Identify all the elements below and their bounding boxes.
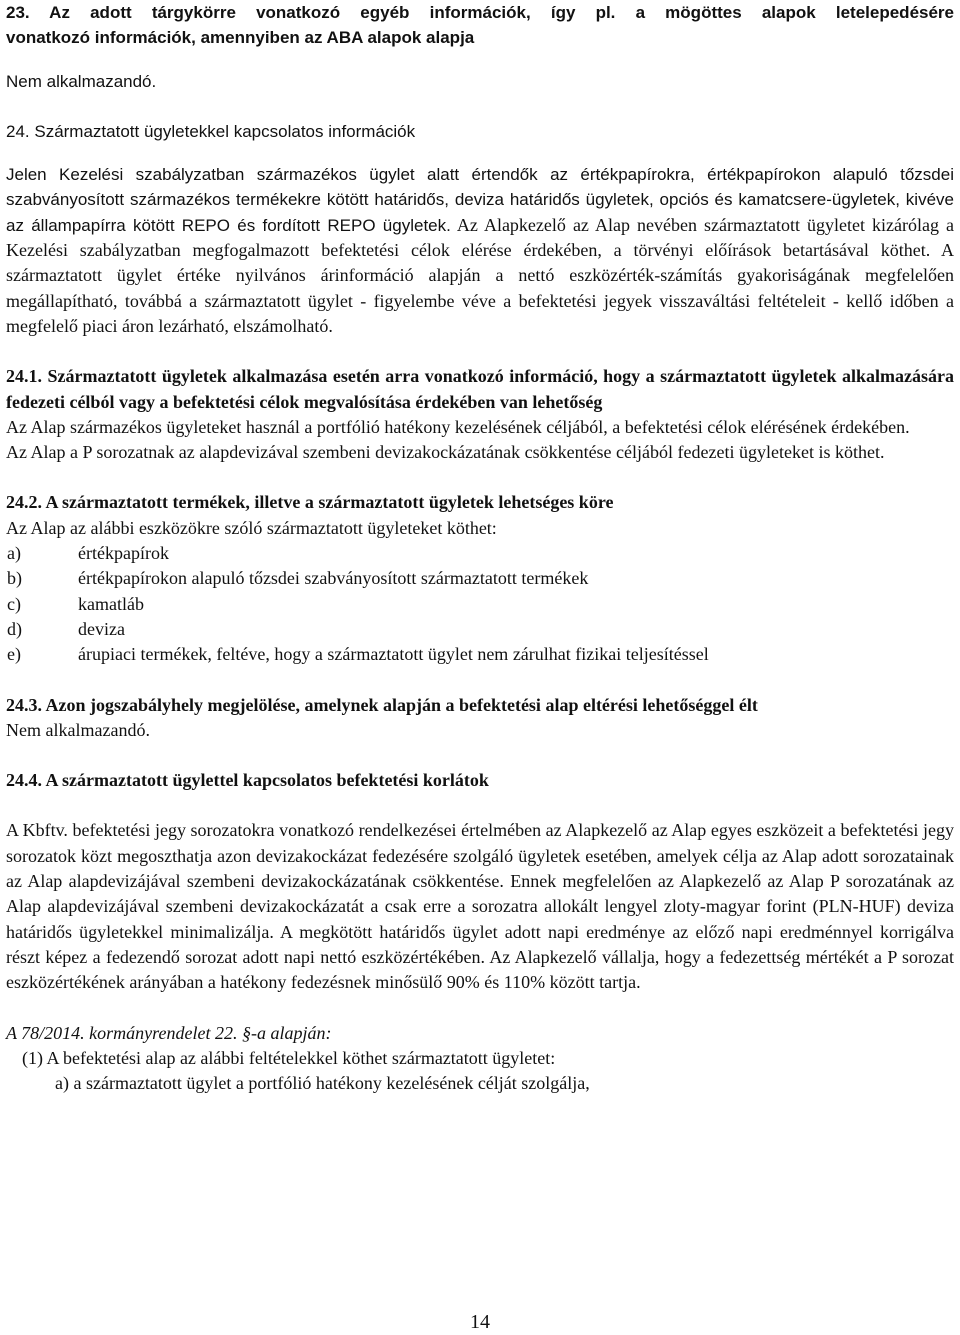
list-item xyxy=(6,541,954,566)
section-24-3-body: Nem alkalmazandó. xyxy=(6,719,150,740)
section-24-3-heading: 24.3. Azon jogszabályhely megjelölése, amelynek alapján a befektetési alap eltérési lehetőséggel élt xyxy=(6,694,758,715)
section-24-1-heading: 24.1. Származtatott ügyletek alkalmazása esetén arra vonatkozó információ, hogy a származtatott ügyletek alkalmazására fedezeti célból vagy a befektetési célok megvalósítása érdekében van lehetőség xyxy=(6,366,954,412)
section-24-paragraph-part-1: Jelen Kezelési szabályzatban származékos ügylet alatt értendők az értékpapírokra, értékpapírokon alapuló tőzsdei szabványosított származékos termékekre kötött határidős, deviza határidős ügyletek, opciós és kamatcsere-ügyletek, kivéve az állampapírra kötött REPO és fordított REPO ügyletek. xyxy=(6,165,954,235)
section-24-2-heading: 24.2. A származtatott termékek, illetve a származtatott ügyletek lehetséges köre xyxy=(6,492,614,513)
section-24-heading: 24. Származtatott ügyletekkel kapcsolatos információk xyxy=(6,121,416,141)
section-24-paragraph xyxy=(6,162,954,339)
section-24-4-paragraph: A Kbftv. befektetési jegy sorozatokra vonatkozó rendelkezései értelmében az Alapkezelő az Alap egyes eszközeit a befektetési jegy sorozatok közt megoszthatja azon devizakockázat fedezésére szolgáló ügyletek esetében, amelyek célja az Alap adott sorozatainak az Alap alapdevizájával szembeni devizakockázatának csökkentése. Ennek megfelelően az Alapkezelő az Alap P sorozatának az Alap alapdevizájával szembeni devizakockázatát a csak erre a sorozatra allokált lengyel zloty-magyar forint (PLN-HUF) deviza határidős ügyletekkel minimalizálja. A megkötött határidős ügylet adott napi eredménye az előző napi eredménnyel korrigálva részt képez a fedezendő sorozat adott napi nettó eszközértékében. Az Alapkezelő vállalja, hogy a fedezettség mértékét a P sorozat eszközértékének arányában a hatékony fedezésnek minősülő 90% és 110% között tartja. xyxy=(6,820,954,993)
list-item-text: deviza xyxy=(78,618,125,639)
section-23 xyxy=(6,0,954,162)
list-item xyxy=(6,617,954,642)
section-24-2 xyxy=(6,490,954,667)
regulation-reference: A 78/2014. kormányrendelet 22. §-a alapján: xyxy=(6,1022,332,1043)
section-24-paragraph-part-2: Az Alapkezelő az Alap nevében származtatott ügyletet kizárólag a Kezelési szabályzatban megfogalmazott befektetési célok elérése érdekében, a törvényi előírások betartásával köthet. A származtatott ügylet értéke nyilvános árinformáció alapján a nettó eszközérték-számítás gyakoriságának megfelelően megállapítható, továbbá a származtatott ügylet - figyelembe véve a befektetési jegyek visszaváltási feltételeit - kellő időben a megfelelő piaci áron lezárható, elszámolható. xyxy=(6,214,954,336)
list-item-marker: e) xyxy=(7,644,21,665)
section-23-heading-line-1: 23. Az adott tárgykörre vonatkozó egyéb információk, így pl. a mögöttes alapok letelepedésére xyxy=(6,3,954,22)
instrument-list xyxy=(6,541,954,667)
list-item-marker: d) xyxy=(7,618,22,639)
list-item xyxy=(6,566,954,591)
list-item-marker: c) xyxy=(7,593,21,614)
list-item-marker: b) xyxy=(7,568,22,589)
section-24-2-intro: Az Alap az alábbi eszközökre szóló származtatott ügyleteket köthet: xyxy=(6,517,497,538)
list-item-text: kamatláb xyxy=(78,593,144,614)
list-item xyxy=(6,642,954,667)
section-24-4 xyxy=(6,768,954,1096)
list-item-text: értékpapírok xyxy=(78,543,169,564)
regulation-clause-1: (1) A befektetési alap az alábbi feltételekkel köthet származtatott ügyletet: xyxy=(22,1047,556,1068)
section-24-3 xyxy=(6,693,954,744)
section-23-body: Nem alkalmazandó. xyxy=(6,71,157,91)
section-23-heading-line-2: vonatkozó információk, amennyiben az ABA alapok alapja xyxy=(6,28,475,48)
page-number: 14 xyxy=(470,1311,490,1333)
list-item-text: árupiaci termékek, feltéve, hogy a származtatott ügylet nem zárulhat fizikai teljesítéssel xyxy=(78,644,709,665)
list-item xyxy=(6,592,954,617)
document-page xyxy=(6,0,954,1096)
list-item-marker: a) xyxy=(7,543,21,564)
section-24-1-paragraph-2: Az Alap a P sorozatnak az alapdevizával szembeni devizakockázatának csökkentése céljából fedezeti ügyleteket is köthet. xyxy=(6,442,885,463)
section-24 xyxy=(6,162,954,339)
list-item-text: értékpapírokon alapuló tőzsdei szabványosított származtatott termékek xyxy=(78,568,589,589)
section-24-4-heading: 24.4. A származtatott ügylettel kapcsolatos befektetési korlátok xyxy=(6,770,489,791)
regulation-clause-1-a: a) a származtatott ügylet a portfólió hatékony kezelésének célját szolgálja, xyxy=(55,1073,590,1094)
section-24-1 xyxy=(6,364,954,465)
section-24-1-paragraph-1: Az Alap származékos ügyleteket használ a portfólió hatékony kezelésének céljából, a befektetési célok elérésének érdekében. xyxy=(6,416,910,437)
